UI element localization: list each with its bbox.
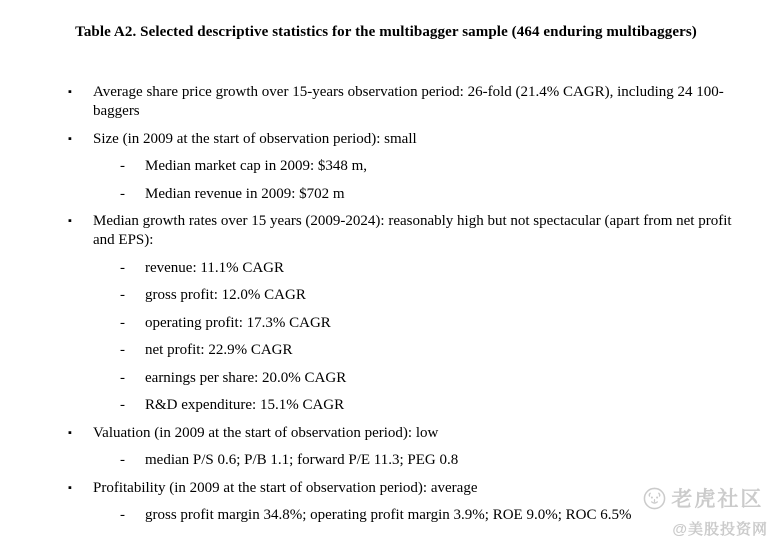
list-item-text: median P/S 0.6; P/B 1.1; forward P/E 11.3; PEG 0.8 [145,452,459,468]
list-item [0,83,772,121]
list-item-text: Average share price growth over 15-years observation period: 26-fold (21.4% CAGR), including 24 100-baggers [93,84,724,119]
watermark [643,483,768,539]
watermark-handle: @美股投资网 [672,521,768,538]
list-item-text: operating profit: 17.3% CAGR [145,314,331,331]
list-item-text: gross profit: 12.0% CAGR [145,287,306,303]
list-item-text: Profitability (in 2009 at the start of observation period): average [93,479,478,496]
sub-list-item [0,369,772,388]
watermark-brand: 老虎社区 [671,488,764,511]
square-bullet-marker: ▪ [68,426,72,439]
list-item [0,212,772,250]
bullet-list [0,83,772,525]
dash-bullet-marker: - [120,314,125,331]
list-item-text: gross profit margin 34.8%; operating profit margin 3.9%; ROE 9.0%; ROC 6.5% [145,507,632,523]
list-item-text: Size (in 2009 at the start of observation period): small [93,130,417,147]
tiger-logo-icon [643,487,666,510]
list-item-text: net profit: 22.9% CAGR [145,342,293,358]
dash-bullet-marker: - [120,507,125,523]
sub-list-item [0,314,772,333]
sub-list-item [0,185,772,204]
sub-list-item [0,396,772,415]
list-item-text: Median growth rates over 15 years (2009-2024): reasonably high but not spectacular (apart from net profit and EPS): [93,213,732,248]
dash-bullet-marker: - [120,369,125,386]
page-title: Table A2. Selected descriptive statistics for the multibagger sample (464 enduring multibaggers) [75,24,697,40]
dash-bullet-marker: - [120,185,125,202]
list-item-text: Valuation (in 2009 at the start of observation period): low [93,424,439,441]
sub-list-item [0,341,772,360]
list-item-text: Median revenue in 2009: $702 m [145,185,345,202]
sub-list-item [0,286,772,305]
dash-bullet-marker: - [120,259,125,276]
list-item [0,130,772,149]
square-bullet-marker: ▪ [68,215,72,227]
sub-list-item [0,259,772,278]
dash-bullet-marker: - [120,342,125,358]
dash-bullet-marker: - [120,158,125,174]
square-bullet-marker: ▪ [68,86,72,98]
dash-bullet-marker: - [120,397,125,413]
list-item-text: earnings per share: 20.0% CAGR [145,369,347,386]
dash-bullet-marker: - [120,452,125,468]
list-item [0,424,772,443]
sub-list-item [0,157,772,176]
list-item-text: Median market cap in 2009: $348 m, [145,158,368,174]
square-bullet-marker: ▪ [68,132,72,145]
list-item-text: R&D expenditure: 15.1% CAGR [145,397,345,413]
sub-list-item [0,451,772,470]
watermark-brand-row [643,483,768,513]
list-item-text: revenue: 11.1% CAGR [145,259,284,276]
square-bullet-marker: ▪ [68,481,72,494]
dash-bullet-marker: - [120,287,125,303]
